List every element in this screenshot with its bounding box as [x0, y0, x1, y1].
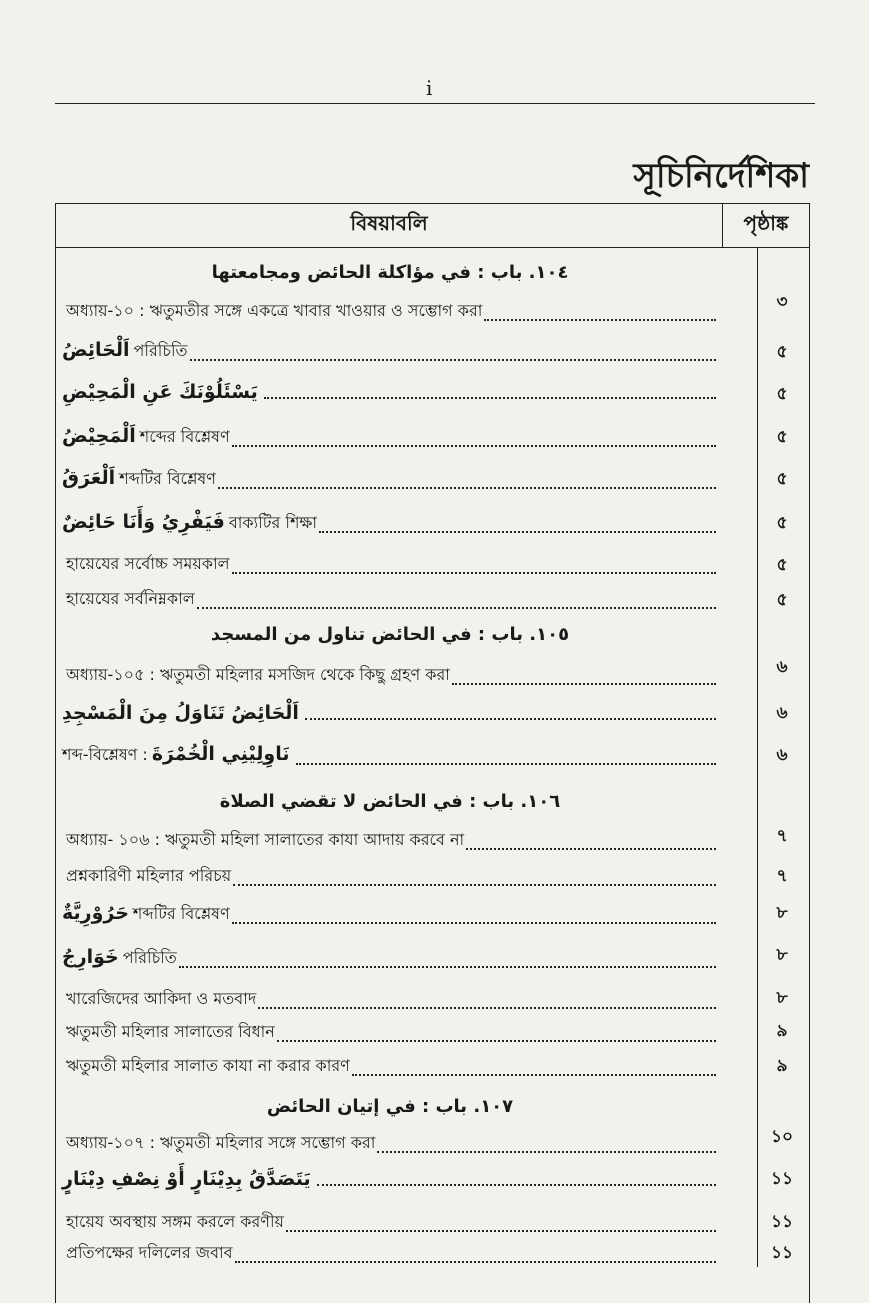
- entry-page: ৫: [776, 513, 788, 533]
- entry-text: ঋতুমতী মহিলার সালাতের বিধান: [66, 1022, 275, 1041]
- entry-page: ১০: [770, 1127, 794, 1147]
- leader-dots: [218, 487, 716, 489]
- toc-entry[interactable]: [62, 381, 716, 403]
- entry-page: ৭: [776, 826, 788, 846]
- entry-page: ৫: [776, 384, 788, 404]
- entry-text: ঋতুমতী মহিলার সালাত কাযা না করার কারণ: [66, 1056, 350, 1075]
- header-rule: [55, 103, 815, 104]
- column-header-page: পৃষ্ঠাঙ্ক: [722, 204, 809, 247]
- toc-entry[interactable]: [62, 1168, 716, 1190]
- entry-text: হায়েযের সর্বনিম্নকাল: [66, 589, 195, 608]
- toc-entry[interactable]: [62, 466, 716, 493]
- toc-entry[interactable]: [62, 586, 716, 613]
- leader-dots: [305, 718, 716, 720]
- entry-page: ১১: [770, 1243, 794, 1263]
- toc-entry[interactable]: [62, 551, 716, 578]
- toc-entry[interactable]: [62, 1019, 716, 1046]
- chapter-heading: ١٠٦. باب : في الحائض لا تقضي الصلاة: [219, 791, 561, 812]
- leader-dots: [286, 1230, 716, 1232]
- toc-entry[interactable]: [62, 1130, 716, 1157]
- entry-page: ৯: [776, 1021, 788, 1041]
- toc-entry[interactable]: [62, 424, 716, 451]
- toc-entry[interactable]: [62, 1240, 716, 1267]
- entry-page: ৯: [776, 1056, 788, 1076]
- toc-entry[interactable]: [62, 1053, 716, 1080]
- entry-arabic: حَرُوْرِيَّةٌ: [62, 902, 129, 924]
- toc-entry[interactable]: [62, 702, 716, 724]
- leader-dots: [317, 1184, 716, 1186]
- entry-page: ৫: [776, 469, 788, 489]
- leader-dots: [232, 572, 716, 574]
- entry-text: প্রশ্নকারিণী মহিলার পরিচয়: [66, 866, 232, 885]
- leader-dots: [190, 359, 716, 361]
- entry-page: ৮: [776, 988, 788, 1008]
- entry-page: ৫: [776, 555, 788, 575]
- entry-text: হায়েয অবস্থায় সঙ্গম করলে করণীয়: [66, 1212, 284, 1231]
- page-column-divider: [757, 247, 758, 1267]
- entry-arabic: اَلْمَحِيْضُ: [62, 425, 136, 447]
- leader-dots: [232, 445, 716, 447]
- leader-dots: [352, 1074, 716, 1076]
- entry-arabic: خَوَارِجُ: [62, 946, 119, 968]
- entry-text: অধ্যায়-১০৫ : ঋতুমতী মহিলার মসজিদ থেকে কিছু গ্রহণ করা: [66, 665, 450, 684]
- leader-dots: [484, 319, 716, 321]
- toc-entry[interactable]: [62, 901, 716, 928]
- entry-page: ৫: [776, 427, 788, 447]
- column-header-subject: বিষয়াবলি: [350, 211, 428, 235]
- entry-arabic: اَلْعَرَقُ: [62, 467, 116, 489]
- leader-dots: [319, 531, 716, 533]
- toc-entry[interactable]: [62, 338, 716, 365]
- entry-page: ৩: [776, 292, 788, 312]
- chapter-heading: ١٠٤. باب : في مؤاكلة الحائض ومجامعتها: [211, 262, 569, 283]
- toc-entry[interactable]: [62, 298, 716, 325]
- entry-page: ৭: [776, 866, 788, 886]
- leader-dots: [452, 683, 716, 685]
- entry-text: পরিচিতি: [122, 948, 177, 967]
- entry-text: শব্দটির বিশ্লেষণ: [119, 469, 216, 488]
- entry-text: হায়েযের সর্বোচ্চ সময়কাল: [66, 554, 230, 573]
- page-title: সূচিনির্দেশিকা: [633, 156, 809, 196]
- leader-dots: [377, 1151, 716, 1153]
- entry-arabic: نَاوِلِيْنِي الْخُمْرَةَ: [151, 743, 290, 765]
- entry-text: পরিচিতি: [133, 341, 188, 360]
- toc-entry[interactable]: [62, 945, 716, 972]
- toc-entry[interactable]: [62, 986, 716, 1013]
- entry-text: শব্দ-বিশ্লেষণ :: [62, 745, 148, 764]
- entry-text: শব্দের বিশ্লেষণ: [139, 427, 230, 446]
- table-header-row: [56, 204, 809, 248]
- chapter-heading: ١٠٥. باب : في الحائض تناول من المسجد: [210, 624, 570, 645]
- entry-page: ৮: [776, 945, 788, 965]
- entry-text: অধ্যায়- ১০৬ : ঋতুমতী মহিলা সালাতের কাযা আদায় করবে না: [66, 830, 465, 849]
- entry-text: খারেজিদের আকিদা ও মতবাদ: [66, 989, 257, 1008]
- toc-entry[interactable]: [62, 742, 716, 769]
- leader-dots: [258, 1007, 716, 1009]
- toc-entry[interactable]: [62, 863, 716, 890]
- entry-text: শব্দটির বিশ্লেষণ: [132, 904, 230, 923]
- entry-page: ৫: [776, 342, 788, 362]
- leader-dots: [233, 884, 716, 886]
- entry-page: ৬: [776, 657, 788, 677]
- leader-dots: [197, 607, 716, 609]
- entry-page: ৫: [776, 590, 788, 610]
- leader-dots: [277, 1040, 716, 1042]
- entry-text: বাক্যটির শিক্ষা: [228, 513, 318, 532]
- leader-dots: [179, 966, 716, 968]
- leader-dots: [235, 1261, 716, 1263]
- toc-entry[interactable]: [62, 827, 716, 854]
- leader-dots: [232, 922, 716, 924]
- leader-dots: [296, 763, 717, 765]
- entry-arabic: يَسْئَلُوْنَكَ عَنِ الْمَحِيْضِ: [62, 381, 258, 403]
- entry-page: ৮: [776, 903, 788, 923]
- leader-dots: [466, 848, 716, 850]
- entry-arabic: يَتَصَدَّقُ بِدِيْنَارٍ أَوْ نِصْفِ دِيْنَارٍ: [62, 1168, 311, 1190]
- page-number: i: [426, 76, 433, 100]
- entry-page: ৬: [776, 703, 788, 723]
- entry-arabic: فَيَفْرِيُ وَأَنَا حَائِضٌ: [62, 511, 225, 533]
- toc-entry[interactable]: [62, 662, 716, 689]
- toc-entry[interactable]: [62, 510, 716, 537]
- leader-dots: [264, 397, 716, 399]
- toc-entry[interactable]: [62, 1209, 716, 1236]
- entry-text: অধ্যায়-১০৭ : ঋতুমতী মহিলার সঙ্গে সম্ভোগ করা: [66, 1133, 376, 1152]
- entry-arabic: اَلْحَائِضُ تَنَاوَلُ مِنَ الْمَسْجِدِ: [62, 702, 299, 724]
- entry-text: প্রতিপক্ষের দলিলের জবাব: [66, 1243, 233, 1262]
- chapter-heading: ١٠٧. باب : في إتيان الحائض: [266, 1096, 514, 1117]
- entry-arabic: اَلْحَائِضُ: [62, 339, 130, 361]
- entry-page: ৬: [776, 745, 788, 765]
- entry-page: ১১: [770, 1212, 794, 1232]
- entry-page: ১১: [770, 1169, 794, 1189]
- entry-text: অধ্যায়-১০ : ঋতুমতীর সঙ্গে একত্রে খাবার খাওয়ার ও সম্ভোগ করা: [66, 301, 483, 320]
